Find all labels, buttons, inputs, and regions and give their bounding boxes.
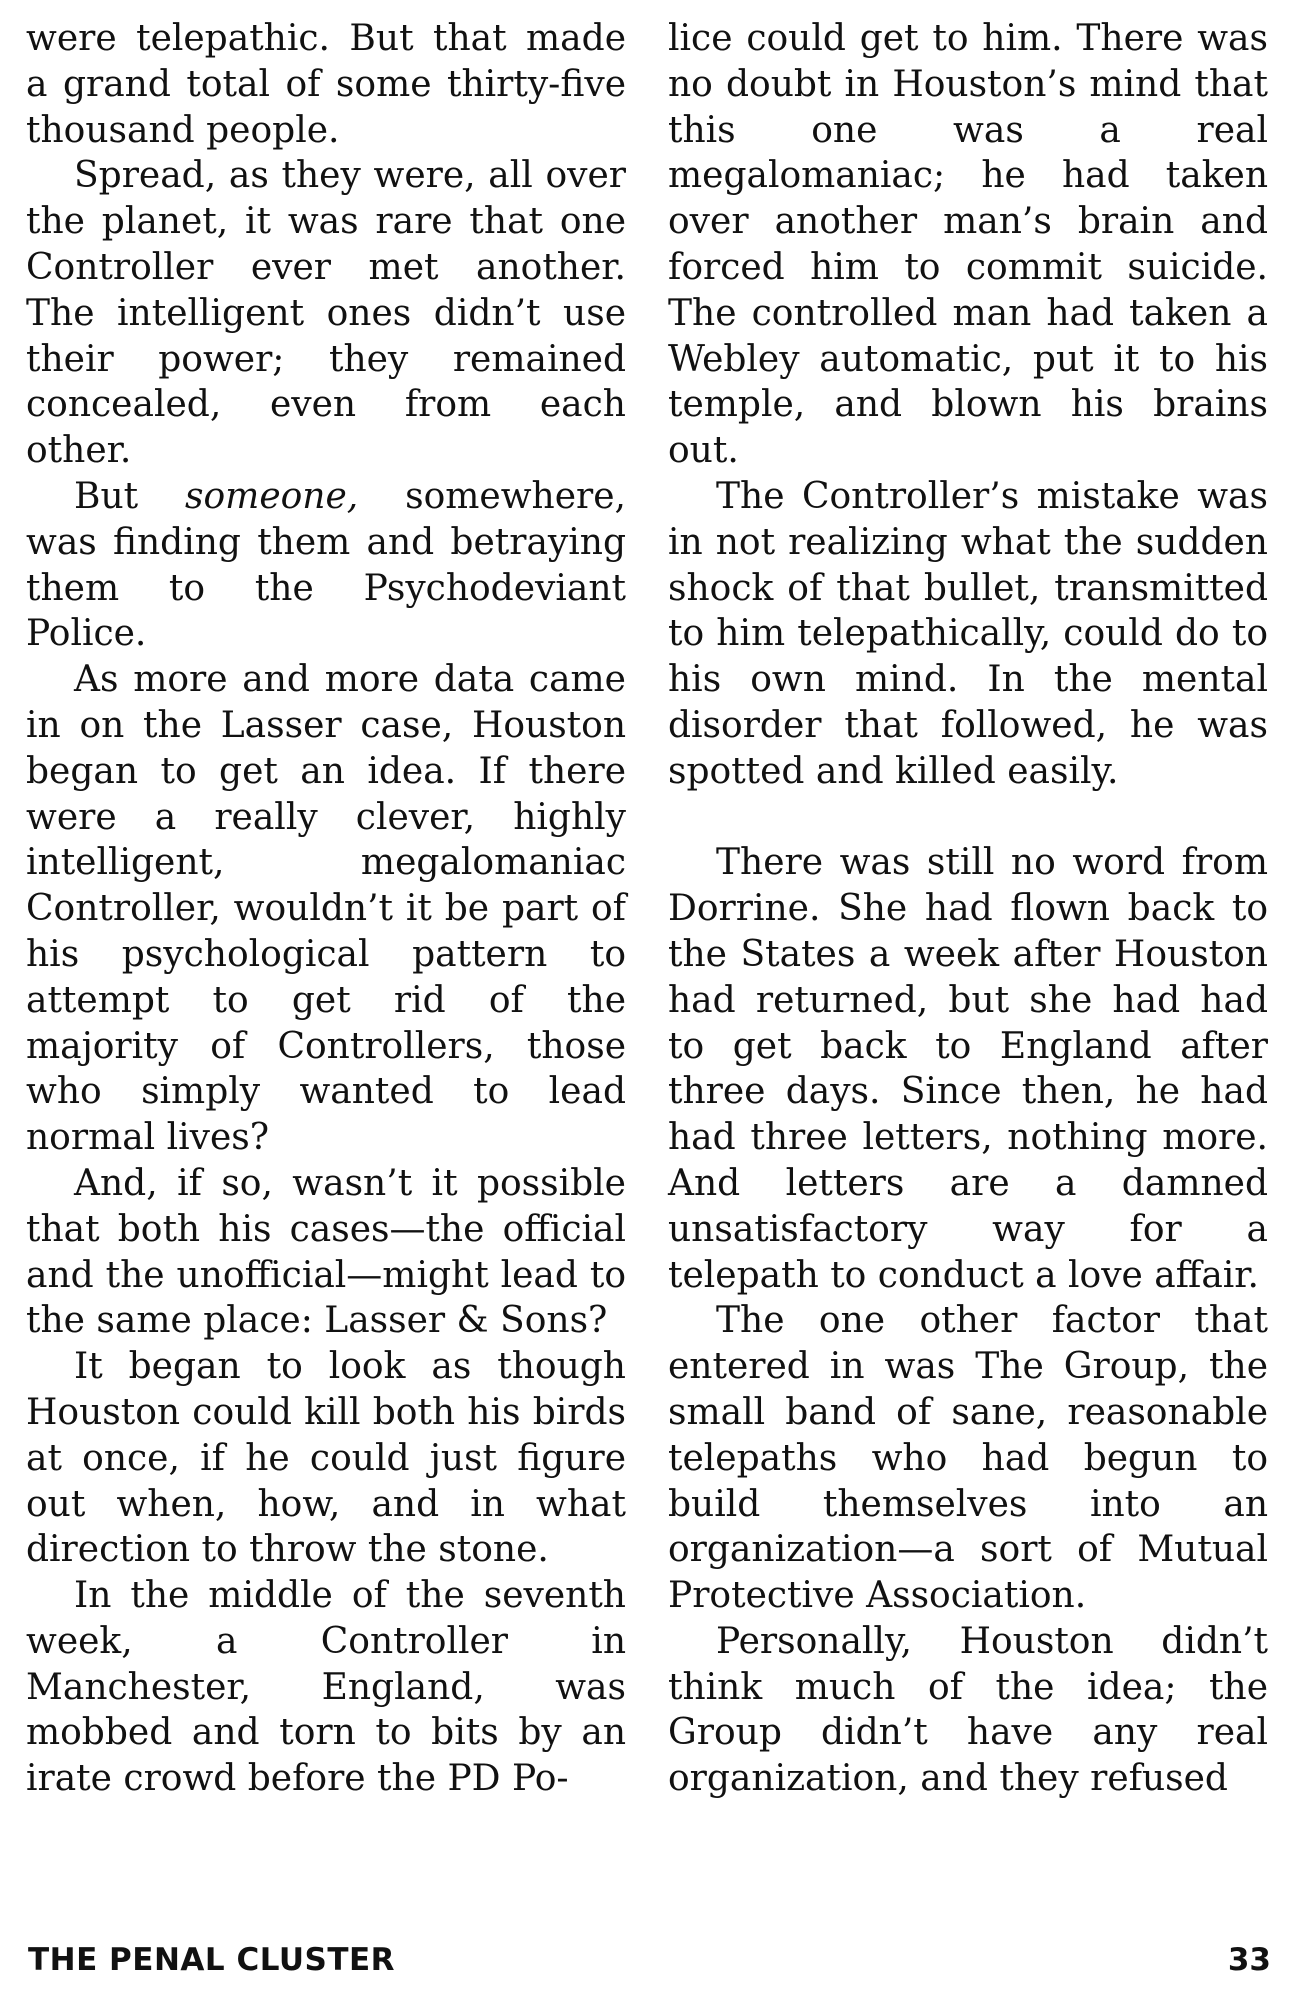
paragraph: The one other factor that entered in was The Group, the small band of sane, reasonable telepaths who had begun to build themselves into an organization—a sort of Mutual Protective Association. [668, 1300, 1268, 1617]
left-column [26, 16, 626, 1802]
paragraph: Personally, Houston didn’t think much of the idea; the Group didn’t have any real organization, and they refused [668, 1620, 1268, 1800]
paragraph [26, 153, 626, 474]
page-number: 33 [1227, 1942, 1271, 1978]
paragraph: were telepathic. But that made a grand total of some thirty-five thousand people. [26, 18, 626, 151]
right-column [668, 16, 1268, 1802]
paragraph: It began to look as though Houston could kill both his birds at once, if he could just figure out when, how, and in what direction to throw the stone. [26, 1346, 626, 1571]
paragraph: And, if so, wasn’t it possible that both his cases—the official and the unofficial—might lead to the same place: Lasser & Sons? [26, 1162, 626, 1342]
paragraph: In the middle of the seventh week, a Controller in Manchester, England, was mobbed and torn to bits by an irate crowd before the PD Po- [26, 1575, 626, 1800]
paragraph-text: But [74, 475, 186, 517]
paragraph: lice could get to him. There was no doubt in Houston’s mind that this one was a real megalomaniac; he had taken over another man’s brain and forced him to commit suicide. The controlled man had taken a Webley automatic, put it to his temple, and blown his brains out. [668, 18, 1268, 472]
paragraph [26, 474, 626, 657]
paragraph: There was still no word from Dorrine. She had flown back to the States a week after Houston had returned, but she had had to get back to England after three days. Since then, he had had three letters, nothing more. And letters are a damned unsatisfactory way for a telepath to conduct a love affair. [668, 842, 1268, 1296]
running-footer-title: THE PENAL CLUSTER [28, 1942, 396, 1978]
paragraph: As more and more data came in on the Lasser case, Houston began to get an idea. If there were a really clever, highly intelligent, megalomaniac Controller, wouldn’t it be part of his psychological pattern to attempt to get rid of the majority of Controllers, those who simply wanted to lead normal lives? [26, 659, 626, 1159]
emphasized-word: someone, [185, 475, 359, 517]
paragraph: The Controller’s mistake was in not realizing what the sudden shock of that bullet, transmitted to him telepathically, could do to his own mind. In the mental disorder that followed, he was spotted and killed easily. [668, 475, 1268, 792]
paragraph-text: somewhere, was finding them and betraying them to the Psychodeviant Police. [26, 475, 626, 655]
paragraph-text: Spread, as they were, all over the planet, it was rare that one Controller ever met another. The intelligent ones didn’t use their power; they remained concealed, even from each other. [26, 155, 626, 472]
